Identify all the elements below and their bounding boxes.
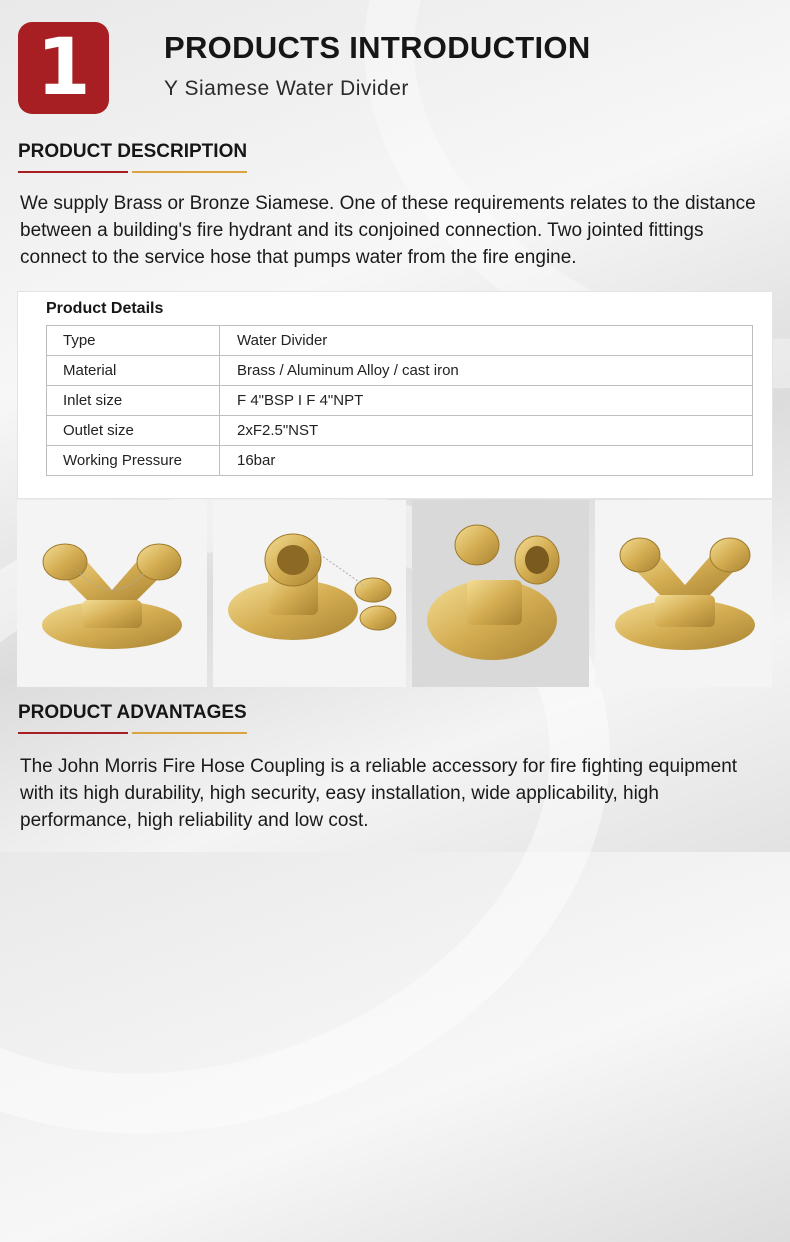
spec-label: Working Pressure	[47, 446, 220, 476]
description-heading: PRODUCT DESCRIPTION	[18, 141, 248, 162]
table-row	[47, 416, 753, 446]
spec-value: 16bar	[220, 446, 753, 476]
product-details-table	[46, 325, 753, 476]
heading-underline-red	[18, 732, 128, 734]
spec-label: Inlet size	[47, 386, 220, 416]
advantages-heading: PRODUCT ADVANTAGES	[18, 702, 247, 723]
table-row	[47, 386, 753, 416]
heading-underline-gold	[132, 732, 247, 734]
table-row	[47, 446, 753, 476]
spec-label: Type	[47, 326, 220, 356]
spec-label: Material	[47, 356, 220, 386]
product-details-title: Product Details	[46, 300, 164, 317]
heading-underline-gold	[132, 171, 247, 173]
spec-value: Brass / Aluminum Alloy / cast iron	[220, 356, 753, 386]
section-number-badge: 1	[18, 22, 109, 114]
product-details-panel	[17, 291, 773, 499]
description-text: We supply Brass or Bronze Siamese. One of these requirements relates to the distance between a building's fire hydrant and its conjoined connection. Two jointed fittings connect to the service hose that pumps water from the fire engine.	[20, 193, 756, 268]
page-title: PRODUCTS INTRODUCTION	[164, 30, 591, 65]
product-photo-rear	[595, 500, 772, 687]
product-photo-caps-off	[213, 500, 406, 687]
spec-value: Water Divider	[220, 326, 753, 356]
product-photo-front	[17, 500, 207, 687]
product-photo-side	[412, 500, 589, 687]
spec-value: 2xF2.5"NST	[220, 416, 753, 446]
spec-value: F 4"BSP I F 4"NPT	[220, 386, 753, 416]
page-subtitle: Y Siamese Water Divider	[164, 77, 409, 100]
advantages-text: The John Morris Fire Hose Coupling is a reliable accessory for fire fighting equipment with its high durability, high security, easy installation, wide applicability, high performance, high reliability and low cost.	[20, 756, 738, 831]
spec-label: Outlet size	[47, 416, 220, 446]
table-row	[47, 326, 753, 356]
heading-underline-red	[18, 171, 128, 173]
table-row	[47, 356, 753, 386]
